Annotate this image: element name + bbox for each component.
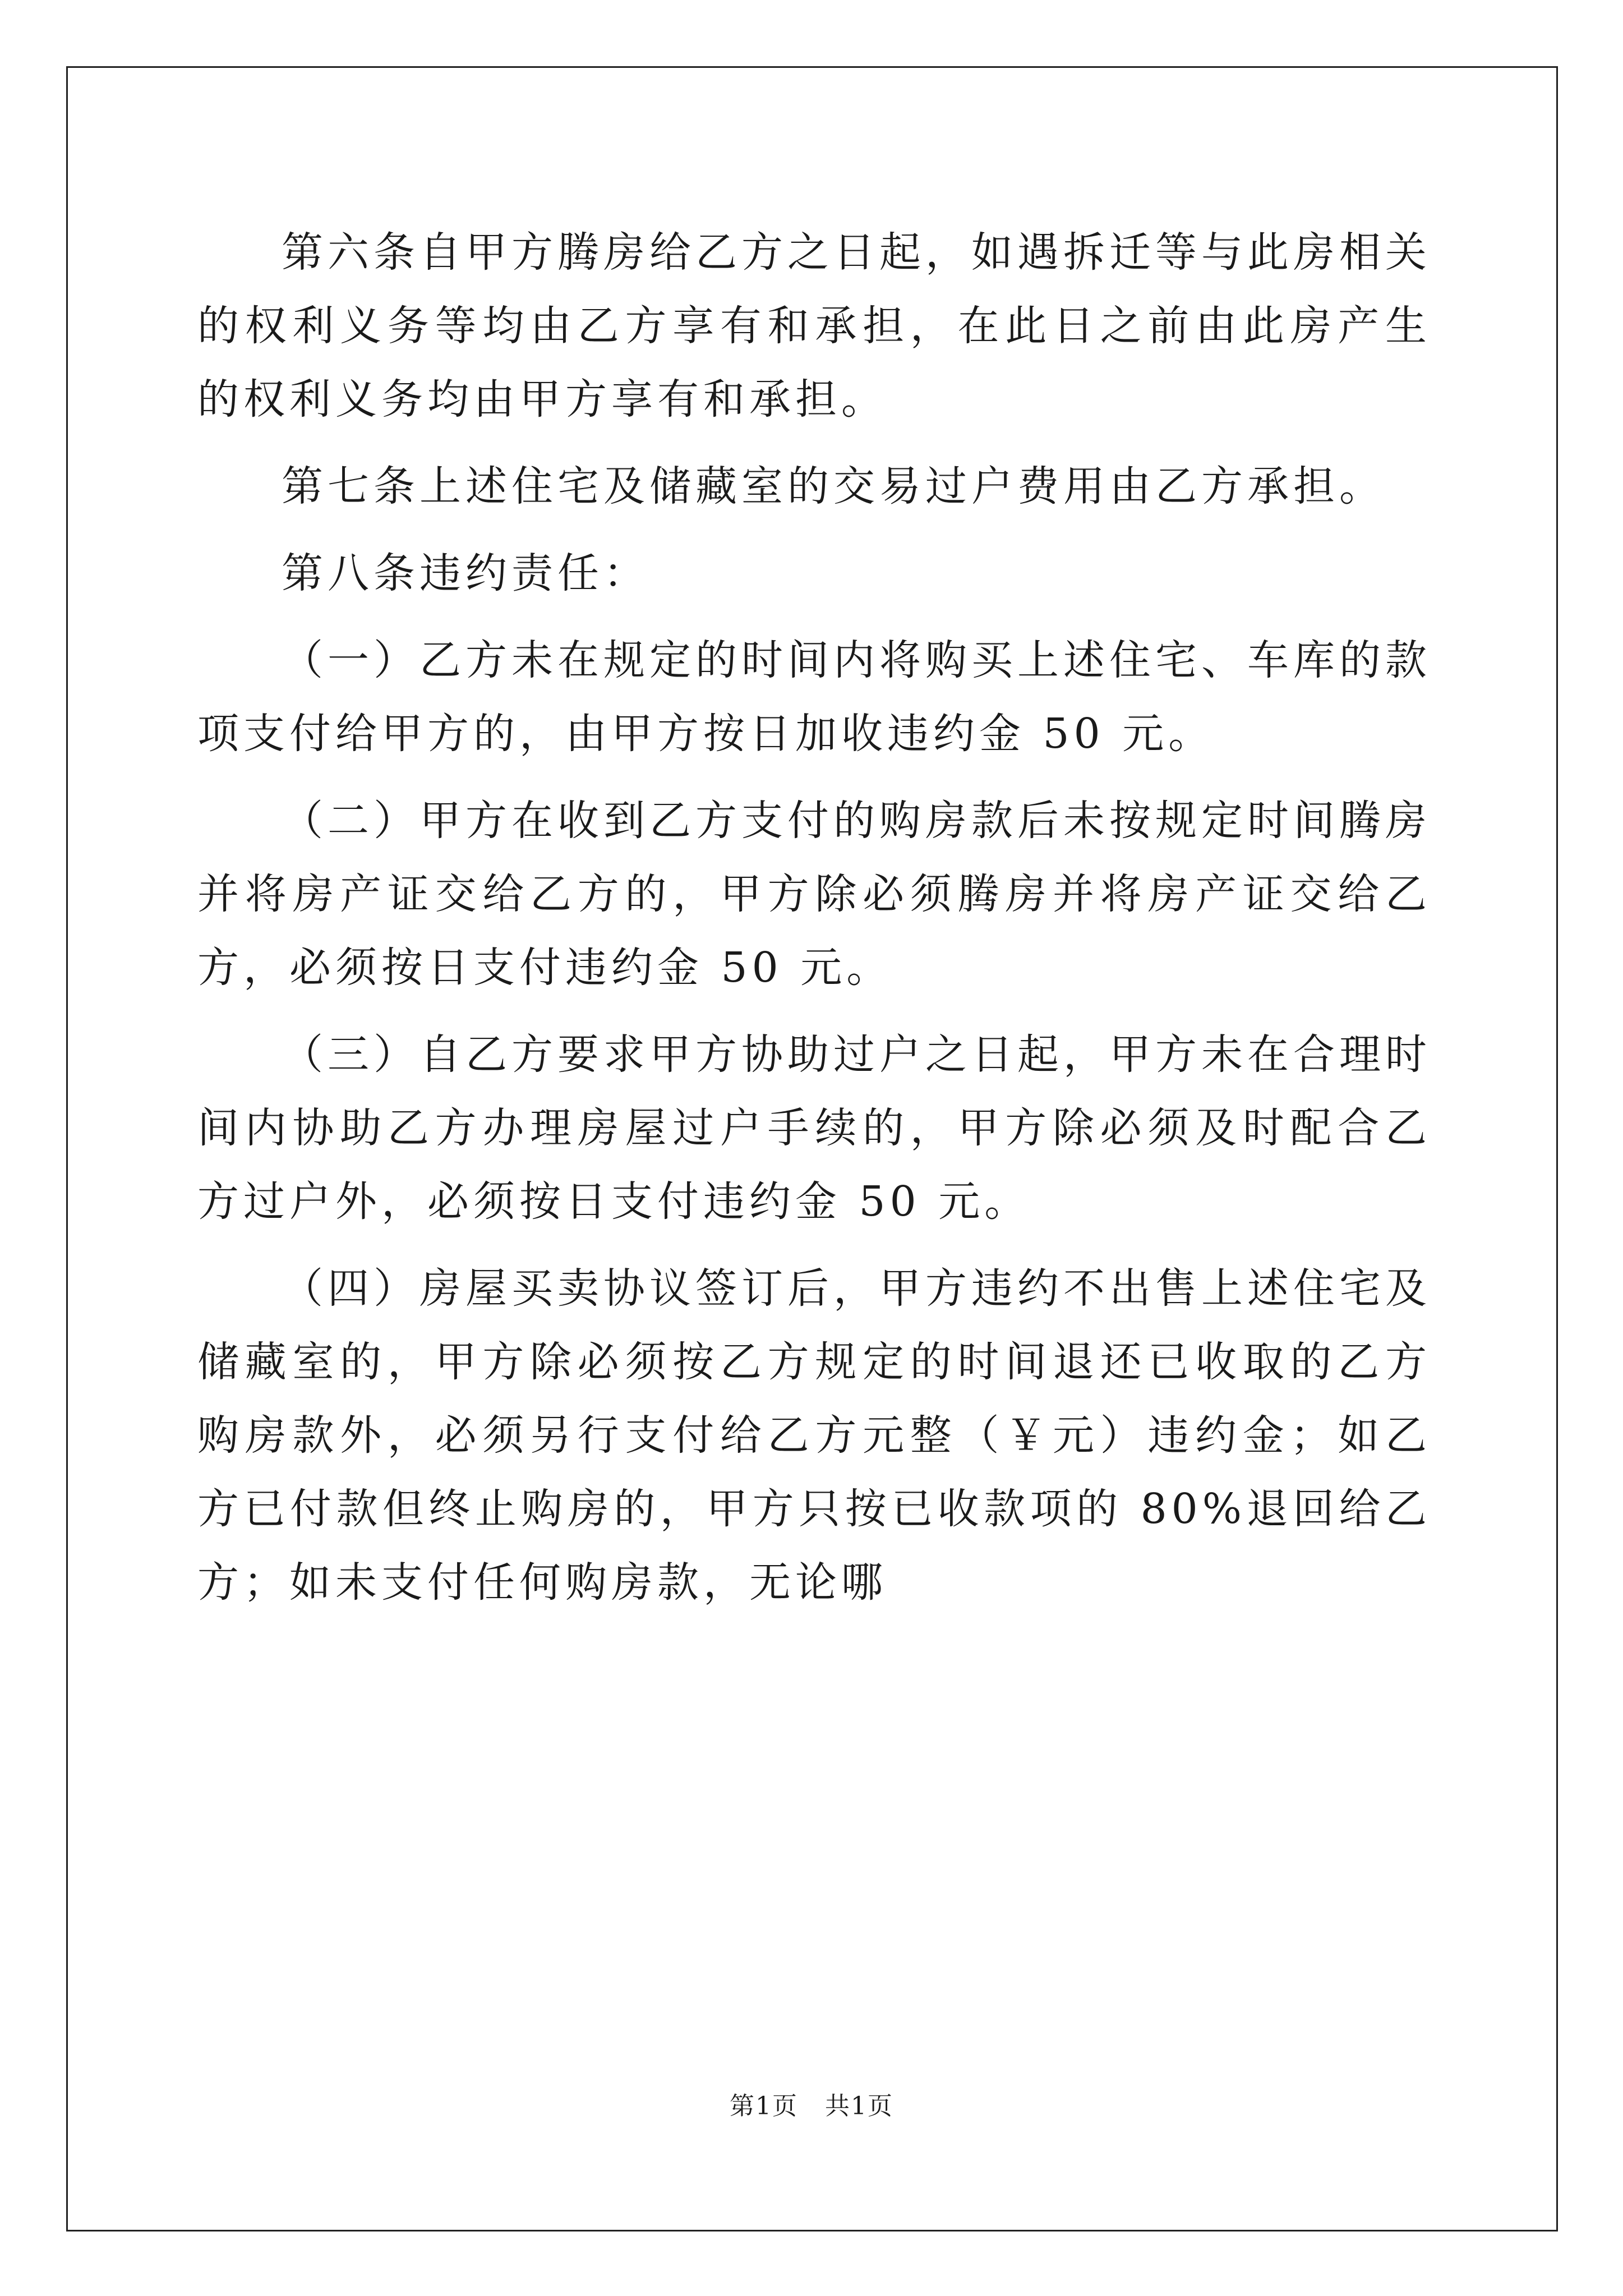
page-number-footer: 第1页 共1页 <box>730 2092 893 2120</box>
document-body <box>197 216 1431 1633</box>
paragraph-clause-2: （二）甲方在收到乙方支付的购房款后未按规定时间腾房并将房产证交给乙方的，甲方除必须腾房并将房产证交给乙方，必须按日支付违约金 50 元。 <box>197 797 1431 992</box>
paragraph-article-7: 第七条上述住宅及储藏室的交易过户费用由乙方承担。 <box>282 462 1385 510</box>
paragraph-clause-4: （四）房屋买卖协议签订后，甲方违约不出售上述住宅及储藏室的，甲方除必须按乙方规定的时间退还已收取的乙方购房款外，必须另行支付给乙方元整（￥元）违约金；如乙方已付款但终止购房的，甲方只按已收款项的 80%退回给乙方；如未支付任何购房款，无论哪 <box>197 1264 1431 1607</box>
paragraph-article-6: 第六条自甲方腾房给乙方之日起，如遇拆迁等与此房相关的权利义务等均由乙方享有和承担，在此日之前由此房产生的权利义务均由甲方享有和承担。 <box>197 228 1431 424</box>
paragraph-clause-1: （一）乙方未在规定的时间内将购买上述住宅、车库的款项支付给甲方的，由甲方按日加收违约金 50 元。 <box>197 636 1431 758</box>
paragraph-clause-3: （三）自乙方要求甲方协助过户之日起，甲方未在合理时间内协助乙方办理房屋过户手续的，甲方除必须及时配合乙方过户外，必须按日支付违约金 50 元。 <box>197 1030 1431 1226</box>
paragraph-article-8-heading: 第八条违约责任： <box>282 549 649 597</box>
